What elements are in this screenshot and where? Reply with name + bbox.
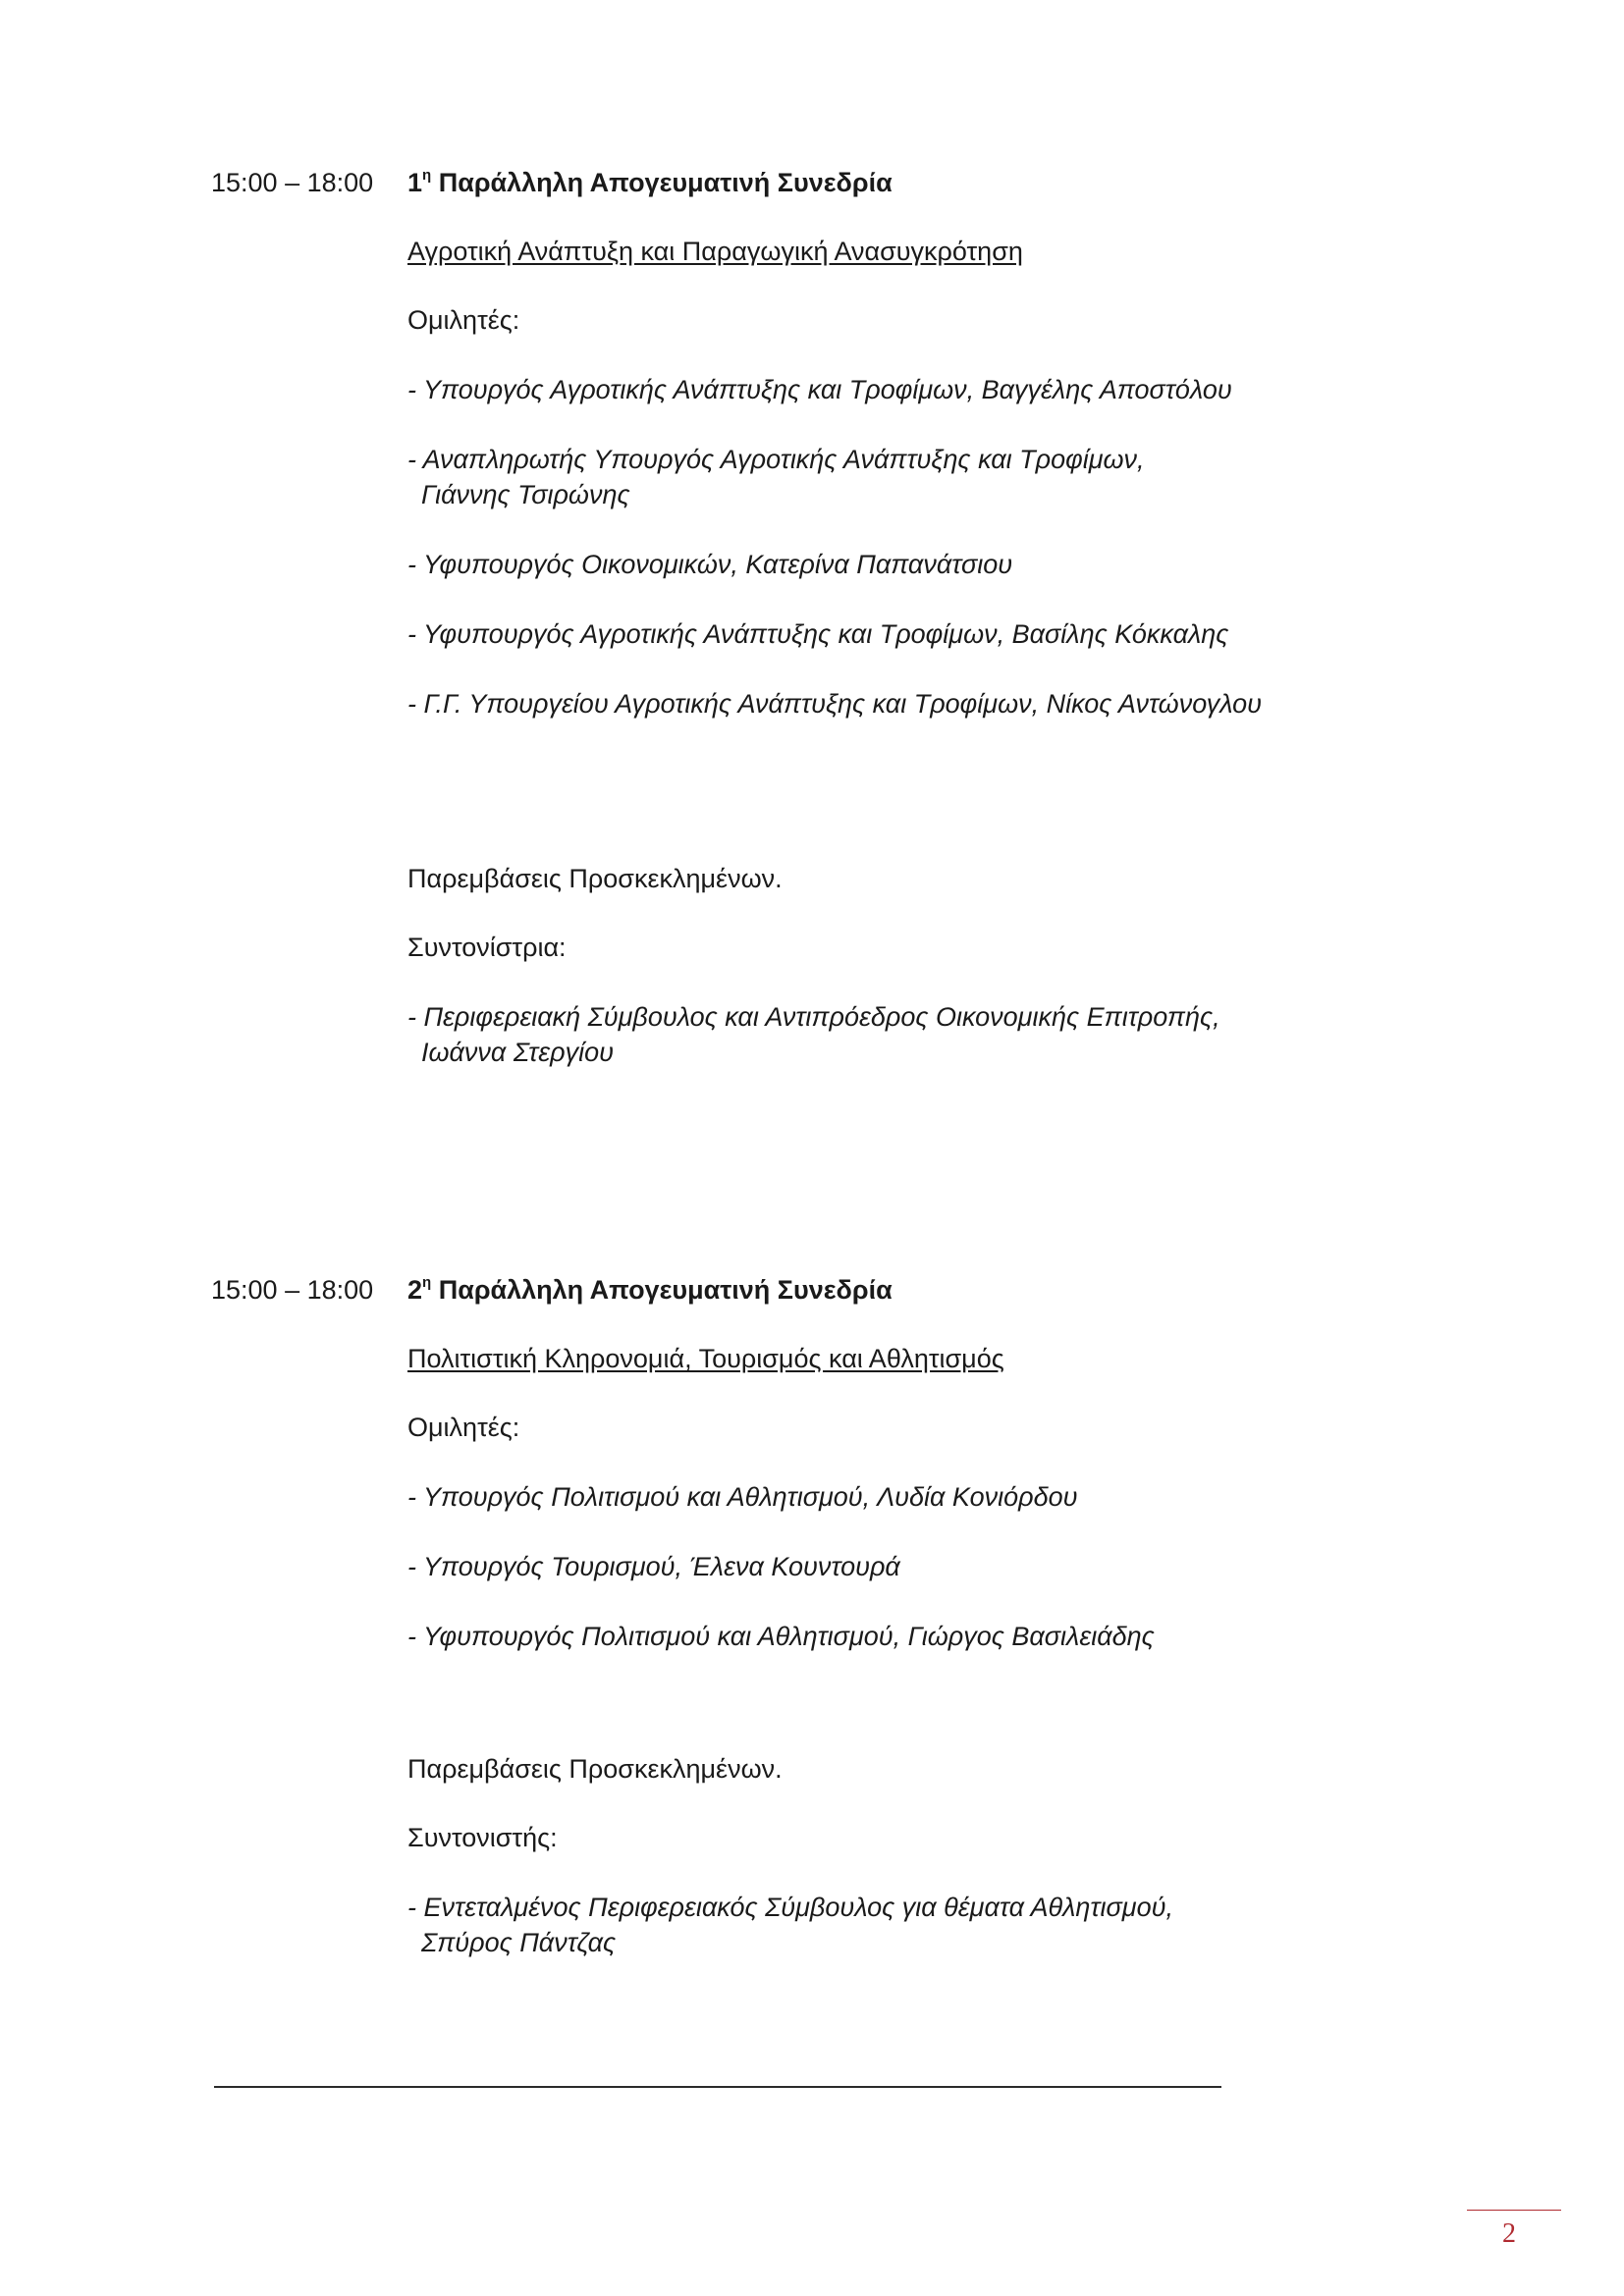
session-subtitle: Αγροτική Ανάπτυξη και Παραγωγική Ανασυγκρότηση bbox=[407, 237, 1023, 266]
speaker-line: - Υπουργός Αγροτικής Ανάπτυξης και Τροφίμων, Βαγγέλης Αποστόλου bbox=[407, 375, 1232, 404]
speaker-item bbox=[407, 686, 1488, 721]
interventions-note: Παρεμβάσεις Προσκεκλημένων. bbox=[407, 864, 783, 893]
moderator-line: - Περιφερειακή Σύμβουλος και Αντιπρόεδρος Οικονομικής Επιτροπής, bbox=[407, 1002, 1220, 1032]
ordinal-superscript: η bbox=[422, 167, 432, 184]
moderator-line-continued: Ιωάννα Στεργίου bbox=[421, 1038, 614, 1067]
session-number: 2 bbox=[407, 1275, 423, 1305]
speaker-item bbox=[407, 1619, 1488, 1654]
page-number: 2 bbox=[1502, 2218, 1516, 2249]
speaker-item bbox=[407, 616, 1488, 652]
interventions-note: Παρεμβάσεις Προσκεκλημένων. bbox=[407, 1754, 783, 1784]
moderator-line: - Εντεταλμένος Περιφερειακός Σύμβουλος για θέματα Αθλητισμού, bbox=[407, 1893, 1173, 1922]
session-subtitle: Πολιτιστική Κληρονομιά, Τουρισμός και Αθλητισμός bbox=[407, 1344, 1004, 1373]
session-content bbox=[407, 165, 1488, 1070]
speaker-item bbox=[407, 1479, 1488, 1515]
speaker-line: - Υπουργός Πολιτισμού και Αθλητισμού, Λυδία Κονιόρδου bbox=[407, 1482, 1078, 1512]
session-number: 1 bbox=[407, 168, 423, 197]
speaker-line: - Αναπληρωτής Υπουργός Αγροτικής Ανάπτυξης και Τροφίμων, bbox=[407, 445, 1145, 474]
session-title-text: Παράλληλη Απογευματινή Συνεδρία bbox=[438, 1275, 893, 1305]
speaker-line: - Γ.Γ. Υπουργείου Αγροτικής Ανάπτυξης και Τροφίμων, Νίκος Αντώνογλου bbox=[407, 689, 1262, 719]
moderator-item bbox=[407, 1890, 1488, 1960]
speaker-item bbox=[407, 372, 1488, 407]
moderator-item bbox=[407, 999, 1488, 1070]
speaker-item bbox=[407, 1549, 1488, 1584]
section-divider bbox=[214, 2086, 1221, 2088]
speaker-line: - Υπουργός Τουρισμού, Έλενα Κουντουρά bbox=[407, 1552, 900, 1581]
speaker-item bbox=[407, 547, 1488, 582]
session-content bbox=[407, 1272, 1488, 1960]
session-time: 15:00 – 18:00 bbox=[211, 1275, 374, 1305]
speaker-line-continued: Γιάννης Τσιρώνης bbox=[421, 480, 630, 509]
speaker-line: - Υφυπουργός Οικονομικών, Κατερίνα Παπανάτσιου bbox=[407, 550, 1013, 579]
page-number-rule bbox=[1467, 2210, 1561, 2211]
speaker-item bbox=[407, 442, 1488, 512]
speakers-label: Ομιλητές: bbox=[407, 1413, 520, 1442]
ordinal-superscript: η bbox=[422, 1274, 432, 1291]
speaker-line: - Υφυπουργός Αγροτικής Ανάπτυξης και Τροφίμων, Βασίλης Κόκκαλης bbox=[407, 619, 1229, 649]
moderator-label: Συντονιστής: bbox=[407, 1823, 558, 1852]
moderator-line-continued: Σπύρος Πάντζας bbox=[421, 1928, 617, 1957]
session-title bbox=[407, 1272, 1488, 1308]
speakers-label: Ομιλητές: bbox=[407, 305, 520, 335]
speaker-line: - Υφυπουργός Πολιτισμού και Αθλητισμού, Γιώργος Βασιλειάδης bbox=[407, 1622, 1155, 1651]
session-title bbox=[407, 165, 1488, 200]
moderator-label: Συντονίστρια: bbox=[407, 933, 567, 962]
session-time: 15:00 – 18:00 bbox=[211, 168, 374, 197]
session-title-text: Παράλληλη Απογευματινή Συνεδρία bbox=[438, 168, 893, 197]
